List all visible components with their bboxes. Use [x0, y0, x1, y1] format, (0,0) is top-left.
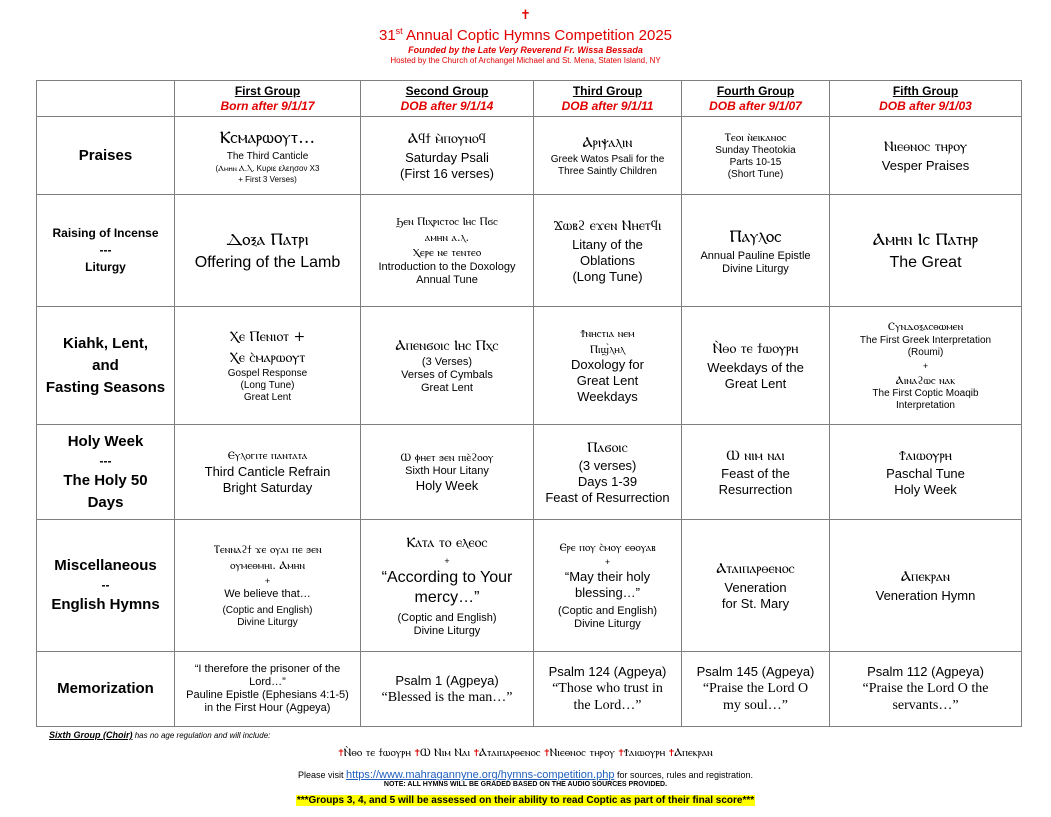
- group-header: [682, 81, 830, 117]
- coptic-title: Ⲉⲩⲗⲟⲅⲓⲧⲉ ⲡⲁⲛⲧⲁⲧⲁ: [227, 449, 308, 463]
- hymn-line: Weekdays of the: [707, 359, 804, 375]
- hymn-cell: [175, 520, 361, 652]
- group-age: Born after 9/1/17: [220, 98, 315, 113]
- choir-hymn: Ϯⲁⲓⲱⲟⲩⲣⲏ: [623, 746, 666, 759]
- hymn-line: Great Lent: [421, 382, 473, 395]
- hymn-line: Bright Saturday: [222, 479, 313, 495]
- category-label: ---: [99, 243, 112, 257]
- coptic-title: Ⲁⲓⲛⲁϩⲱⲥ ⲛⲁⲕ: [895, 373, 956, 387]
- plus-sign: +: [444, 555, 450, 566]
- coptic-title: Ⲱ ⲫⲏⲉⲧ ϧⲉⲛ ⲡⲓⲉ̀ϩⲟⲟⲩ: [400, 450, 494, 464]
- hymn-line: + First 3 Verses): [238, 174, 297, 184]
- cross-icon: ✝: [618, 746, 624, 759]
- hymn-cell: [361, 425, 534, 520]
- hymn-line: Doxology for: [571, 357, 644, 373]
- hymn-line: Great Lent: [724, 375, 787, 391]
- hymn-line: Verses of Cymbals: [401, 369, 493, 382]
- hymn-cell: [682, 520, 830, 652]
- hymn-line: Sunday Theotokia: [715, 145, 796, 157]
- coptic-title: Ⲁⲙⲏⲛ Ⲓⲥ Ⲡⲁⲧⲏⲣ: [872, 230, 979, 251]
- group-name: First Group: [234, 83, 301, 98]
- hymn-line: “Blessed is the man…”: [381, 689, 513, 705]
- hymn-cell: [175, 307, 361, 425]
- hymn-line: Veneration Hymn: [875, 587, 976, 603]
- choir-hymn: Ⲁⲡⲉⲕⲣⲁⲛ: [674, 746, 713, 759]
- hymn-line: mercy…”: [414, 588, 480, 606]
- hymn-cell: [682, 195, 830, 307]
- plus-sign: +: [922, 360, 929, 371]
- coptic-title: Ⲭⲉ ⲥ̀ⲙⲁⲣⲱⲟⲩⲧ: [229, 349, 306, 366]
- hymn-line: Psalm 145 (Agpeya): [696, 664, 815, 679]
- hymn-cell: [175, 652, 361, 727]
- hymn-cell: [361, 117, 534, 195]
- hymn-line: (Long Tune): [240, 379, 295, 391]
- hymn-line: Sixth Hour Litany: [405, 465, 489, 478]
- coptic-title: ⲟⲩⲙⲉⲑⲙⲏⲓ. Ⲁⲙⲏⲛ: [230, 559, 305, 572]
- coptic-title: Ⲇⲟⲝⲁ Ⲡⲁⲧⲣⲓ: [226, 230, 309, 251]
- coptic-title: Ⲁⲧⲁⲓⲡⲁⲣⲑⲉⲛⲟⲥ: [716, 561, 795, 578]
- hymn-line: Parts 10-15: [729, 157, 782, 169]
- hymn-line: (Short Tune): [727, 169, 784, 181]
- choir-hymn-list: [0, 746, 1051, 760]
- hymn-line: my soul…”: [723, 698, 788, 713]
- hymn-line: “May their holy: [564, 569, 651, 585]
- coptic-title: Ⲕⲥⲙⲁⲣⲱⲟⲩⲧ…: [219, 128, 316, 149]
- category-cell: [37, 652, 175, 727]
- hymn-cell: [830, 425, 1022, 520]
- hymn-line: “Praise the Lord O the: [862, 681, 989, 696]
- hymn-cell: [830, 195, 1022, 307]
- hymn-line: Veneration: [724, 579, 787, 595]
- choir-note: [49, 730, 270, 740]
- category-label: The Holy 50: [63, 471, 148, 489]
- choir-label: Sixth Group (Choir): [49, 730, 133, 740]
- hymn-line: “Praise the Lord O: [702, 681, 809, 696]
- coptic-title: Ϫⲱⲃϩ ⲉϫⲉⲛ Ⲛⲏⲉⲧϥⲓ: [553, 218, 662, 235]
- cross-icon: ✝: [668, 746, 675, 759]
- hymn-line: Oblations: [580, 252, 635, 268]
- category-cell: [37, 425, 175, 520]
- hymn-line: The First Greek Interpretation: [859, 334, 992, 346]
- hymn-cell: [175, 117, 361, 195]
- hymn-line: (Coptic and English): [557, 605, 658, 618]
- hymn-line: Interpretation: [896, 400, 955, 412]
- hymn-line: The First Coptic Moaqib: [872, 388, 979, 400]
- coptic-title: Ⲁϥϯ ⲙ̀ⲡⲟⲩⲛⲟϥ: [408, 131, 486, 148]
- raising-row: [37, 195, 1022, 307]
- coptic-title: Ⲱ ⲛⲓⲙ ⲛⲁⲓ: [726, 447, 785, 464]
- hymn-line: “Those who trust in: [552, 681, 663, 696]
- category-cell: [37, 307, 175, 425]
- hymn-cell: [534, 520, 682, 652]
- hymn-line: Saturday Psali: [405, 149, 489, 165]
- group-name: Fourth Group: [716, 83, 795, 98]
- coptic-title: Ⲛ̀ⲑⲟ ⲧⲉ ϯⲱⲟⲩⲣⲏ: [712, 341, 799, 358]
- category-label: Miscellaneous: [54, 557, 157, 574]
- visit-pre: Please visit: [297, 770, 347, 780]
- hymn-line: for St. Mary: [721, 595, 790, 611]
- hosted-line: Hosted by the Church of Archangel Michael and St. Mena, Staten Island, NY: [390, 56, 661, 65]
- hymn-line: Pauline Epistle (Ephesians 4:1-5): [186, 689, 349, 701]
- header: [0, 8, 1051, 66]
- hymn-cell: [682, 307, 830, 425]
- group-age: DOB after 9/1/14: [400, 98, 494, 113]
- hymn-line: (Coptic and English): [222, 604, 313, 616]
- choir-rest: has no age regulation and will include:: [132, 731, 271, 740]
- hymn-line: Psalm 112 (Agpeya): [867, 664, 984, 679]
- category-label: ---: [99, 453, 112, 468]
- hymn-line: Great Lent: [576, 373, 639, 389]
- coptic-title: Ⲡⲓϣ̀ⲗⲏⲗ: [589, 342, 626, 356]
- coptic-title: Ϧⲉⲛ Ⲡⲓⲭⲣⲓⲥⲧⲟⲥ Ⲓⲏⲥ Ⲡϭⲥ: [396, 214, 498, 228]
- coptic-title: Ⲭⲉ Ⲡⲉⲛⲓⲟⲧ +: [229, 329, 306, 346]
- hymn-line: (Long Tune): [572, 268, 643, 284]
- hymn-line: Annual Tune: [416, 274, 478, 287]
- cross-icon: ✝: [414, 746, 420, 759]
- hymn-line: Vesper Praises: [881, 157, 970, 173]
- choir-hymn: Ⲛⲓⲉⲑⲛⲟⲥ ⲧⲏⲣⲟⲩ: [549, 746, 615, 759]
- hymn-line: (Ⲁⲙⲏⲛ Ⲁ.Ⲗ. Κυριε ελεησον X3: [215, 163, 320, 173]
- holy-row: [37, 425, 1022, 520]
- kiahk-row: [37, 307, 1022, 425]
- coptic-title: Ⲁⲡⲉⲛϭⲟⲓⲥ Ⲓⲏⲥ Ⲡⲭⲥ: [395, 337, 499, 354]
- hymn-line: Litany of the: [572, 236, 643, 252]
- hymn-line: Gospel Response: [227, 367, 308, 379]
- coptic-title: Ϯⲛⲏⲥⲧⲓⲁ ⲛⲉⲙ: [580, 326, 635, 340]
- group-header: [175, 81, 361, 117]
- category-cell: [37, 195, 175, 307]
- audio-note: NOTE: ALL HYMNS WILL BE GRADED BASED ON THE AUDIO SOURCES PROVIDED.: [383, 781, 668, 788]
- hymn-cell: [682, 652, 830, 727]
- category-label: Kiahk, Lent,: [62, 334, 148, 352]
- hymn-line: the Lord…”: [573, 698, 642, 713]
- highlight-text: ***Groups 3, 4, and 5 will be assessed on their ability to read Coptic as part of their final score***: [296, 795, 755, 806]
- coptic-title: Ϯⲁⲓⲱⲟⲩⲣⲏ: [899, 447, 952, 464]
- hymn-line: Feast of the: [721, 466, 790, 482]
- hymn-cell: [175, 425, 361, 520]
- plus-sign: +: [264, 575, 271, 586]
- category-label: Liturgy: [85, 260, 126, 274]
- hymn-line: (Roumi): [907, 346, 944, 358]
- hymn-cell: [534, 195, 682, 307]
- hymn-line: Feast of Resurrection: [545, 490, 670, 506]
- coptic-title: Ⲁⲣⲓⲯⲁⲗⲓⲛ: [582, 135, 633, 152]
- hymn-line: servants…”: [892, 698, 959, 713]
- coptic-title: Ⲭⲉⲣⲉ ⲛⲉ ⲧⲉⲛⲧⲉⲟ: [412, 246, 482, 260]
- hymn-line: Third Canticle Refrain: [204, 463, 331, 479]
- hymn-line: Three Saintly Children: [558, 165, 657, 177]
- hymn-line: Greek Watos Psali for the: [550, 153, 665, 165]
- hymns-table: [36, 80, 1022, 727]
- hymn-line: The Third Canticle: [226, 150, 309, 162]
- hymn-line: (3 Verses): [421, 356, 473, 369]
- hymn-line: Psalm 124 (Agpeya): [548, 664, 667, 679]
- hymn-line: Introduction to the Doxology: [378, 261, 516, 274]
- category-label: Praises: [78, 146, 133, 164]
- group-age: DOB after 9/1/07: [709, 98, 802, 113]
- hymn-line: Holy Week: [894, 482, 957, 498]
- visit-post: for sources, rules and registration.: [614, 770, 754, 780]
- category-cell: [37, 520, 175, 652]
- hymn-line: (Coptic and English): [397, 611, 497, 624]
- hymn-cell: [175, 195, 361, 307]
- coptic-title: Ⲉⲣⲉ ⲡⲟⲩ ⲥ̀ⲙⲟⲩ ⲉⲑⲟⲩⲁⲃ: [559, 540, 656, 554]
- hymn-cell: [361, 307, 534, 425]
- hymn-line: Days 1-39: [577, 474, 638, 490]
- hymn-cell: [830, 652, 1022, 727]
- hymn-line: Divine Liturgy: [722, 262, 789, 275]
- coptic-title: Ⲁⲡⲉⲕⲣⲁⲛ: [900, 569, 951, 586]
- category-label: Holy Week: [67, 432, 144, 450]
- category-cell: [37, 117, 175, 195]
- hymn-line: Annual Pauline Epistle: [700, 249, 811, 262]
- title-rest: Annual Coptic Hymns Competition 2025: [402, 27, 672, 44]
- founded-line: Founded by the Late Very Reverend Fr. Wissa Bessada: [408, 45, 643, 55]
- hymn-line: Great Lent: [243, 391, 292, 403]
- group-name: Fifth Group: [892, 83, 959, 98]
- hymn-cell: [682, 117, 830, 195]
- title-suffix: st: [395, 26, 403, 36]
- hymn-line: Weekdays: [577, 389, 638, 405]
- coptic-title: Ⲧⲉⲟⲓ ⲛ̀ⲉⲓⲕⲁⲛⲟⲥ: [724, 130, 787, 144]
- category-label: Fasting Seasons: [45, 378, 166, 396]
- hymn-line: Divine Liturgy: [574, 618, 641, 631]
- cross-icon: ✝: [338, 746, 344, 759]
- hymn-line: blessing…”: [574, 585, 641, 601]
- hymn-line: Lord…”: [249, 676, 286, 688]
- header-row: [37, 81, 1022, 117]
- hymn-cell: [534, 652, 682, 727]
- hymn-line: “I therefore the prisoner of the: [194, 663, 341, 675]
- page-title: [0, 22, 1051, 45]
- group-age: DOB after 9/1/03: [879, 98, 972, 113]
- corner-cell: [37, 81, 175, 117]
- hymn-line: Offering of the Lamb: [194, 253, 341, 271]
- hymn-line: Divine Liturgy: [413, 624, 481, 637]
- choir-hymn: Ⲁⲧⲁⲓⲡⲁⲣⲑⲉⲛⲟⲥ: [479, 746, 541, 759]
- visit-line: [0, 769, 1051, 781]
- hymn-cell: [534, 425, 682, 520]
- category-label: --: [101, 578, 110, 592]
- hymn-cell: [361, 195, 534, 307]
- cross-icon: ✝: [473, 746, 480, 759]
- category-label: Days: [87, 493, 124, 511]
- hymn-cell: [534, 117, 682, 195]
- hymn-cell: [830, 307, 1022, 425]
- hymn-line: in the First Hour (Agpeya): [204, 702, 331, 714]
- hymn-line: We believe that…: [224, 587, 311, 600]
- coptic-reading-notice: [0, 790, 1051, 808]
- hymn-line: Resurrection: [718, 482, 793, 498]
- hymn-cell: [830, 117, 1022, 195]
- coptic-title: Ⲛⲓⲉⲑⲛⲟⲥ ⲧⲏⲣⲟⲩ: [883, 139, 968, 156]
- hymn-cell: [830, 520, 1022, 652]
- choir-hymn: Ⲱ Ⲛⲓⲙ Ⲛⲁⲓ: [419, 746, 471, 759]
- group-header: [830, 81, 1022, 117]
- hymn-cell: [361, 520, 534, 652]
- category-label: and: [92, 356, 119, 374]
- hymn-line: Holy Week: [415, 478, 479, 494]
- hymn-line: “According to Your: [381, 568, 513, 586]
- title-number: 31: [378, 27, 396, 44]
- group-name: Third Group: [572, 83, 643, 98]
- coptic-title: Ⲥⲩⲛⲇⲟⲝⲁⲥⲑⲱⲙⲉⲛ: [887, 319, 964, 333]
- hymn-cell: [361, 652, 534, 727]
- coptic-title: Ⲡⲁϭⲟⲓⲥ: [587, 439, 628, 456]
- group-header: [361, 81, 534, 117]
- hymn-cell: [682, 425, 830, 520]
- coptic-title: ⲁⲙⲏⲛ ⲁ.ⲗ.: [424, 230, 470, 244]
- coptic-title: Ⲧⲉⲛⲛⲁϩϯ ϫⲉ ⲟⲩⲁⲓ ⲡⲉ ϧⲉⲛ: [213, 543, 322, 557]
- praises-row: [37, 117, 1022, 195]
- hymn-line: Divine Liturgy: [237, 616, 298, 628]
- hymn-cell: [534, 307, 682, 425]
- hymn-line: Psalm 1 (Agpeya): [395, 672, 499, 688]
- group-header: [534, 81, 682, 117]
- choir-hymn: Ⲛ̀ⲑⲟ ⲧⲉ ϯⲱⲟⲩⲣⲏ: [343, 746, 411, 759]
- cross-icon: ✝: [520, 7, 531, 22]
- hymn-line: (3 verses): [578, 458, 637, 474]
- memo-row: [37, 652, 1022, 727]
- hymn-line: The Great: [889, 253, 962, 271]
- coptic-title: Ⲕⲁⲧⲁ ⲧⲟ ⲉⲗⲉⲟⲥ: [406, 535, 488, 552]
- hymn-line: (First 16 verses): [400, 165, 494, 181]
- category-label: Raising of Incense: [52, 226, 159, 240]
- misc-row: [37, 520, 1022, 652]
- group-name: Second Group: [405, 83, 489, 98]
- coptic-title: Ⲡⲁⲩⲗⲟⲥ: [729, 227, 782, 248]
- hymn-line: Paschal Tune: [886, 466, 965, 482]
- group-age: DOB after 9/1/11: [561, 98, 654, 113]
- category-label: English Hymns: [51, 596, 160, 613]
- cross-icon: ✝: [544, 746, 550, 759]
- competition-link[interactable]: https://www.mahragannyne.org/hymns-competition.php: [346, 769, 615, 781]
- category-label: Memorization: [57, 680, 154, 697]
- plus-sign: +: [604, 557, 611, 568]
